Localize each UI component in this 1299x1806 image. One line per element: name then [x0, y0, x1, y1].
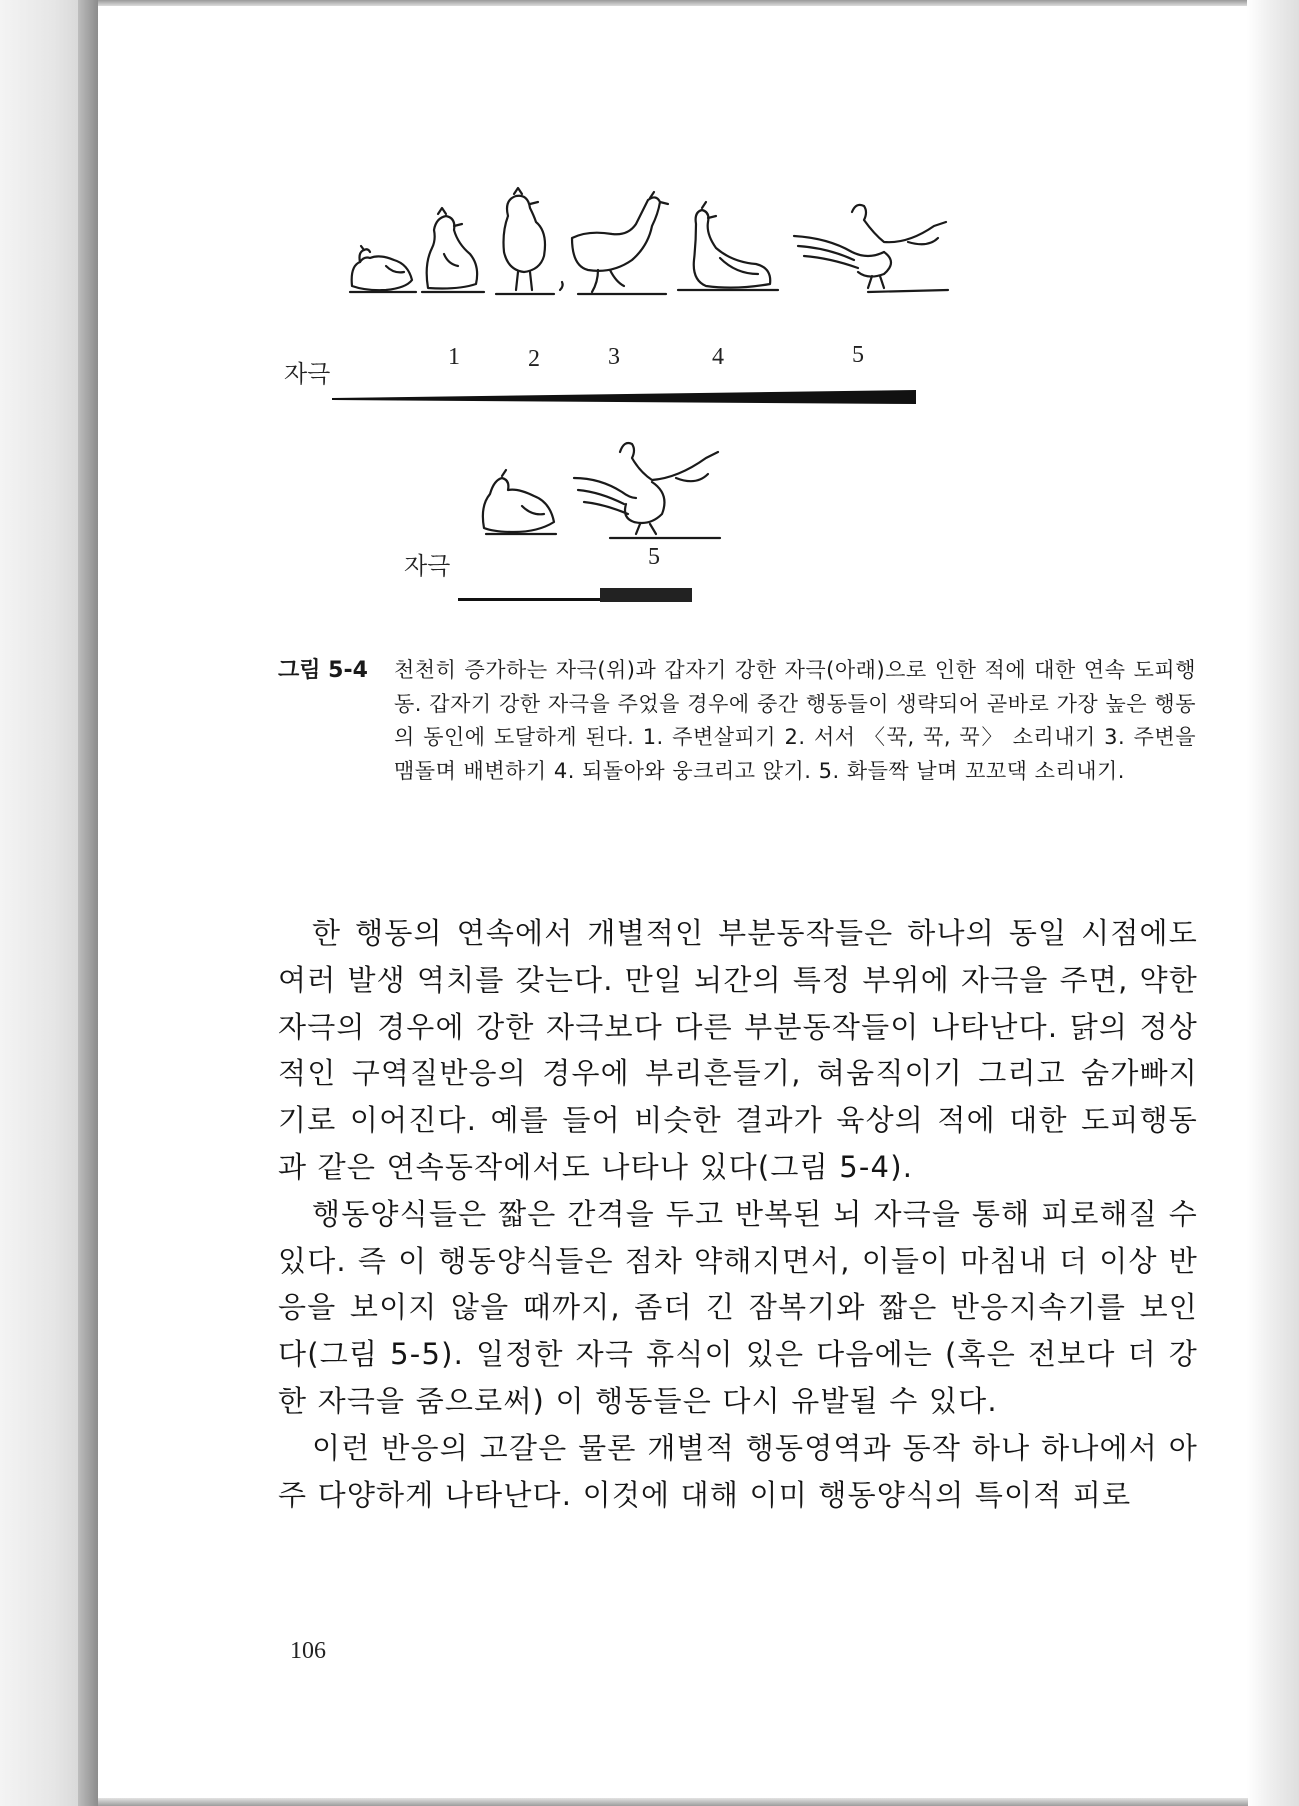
book-bottom-edge [98, 1798, 1248, 1806]
chicken-looking-illustration [418, 204, 488, 296]
chicken-crouching-illustration [676, 204, 780, 298]
paragraph: 이런 반응의 고갈은 물론 개별적 행동영역과 동작 하나 하나에서 아주 다양하게 나타난다. 이것에 대해 이미 행동양식의 특이적 피로 [278, 1430, 1198, 1512]
gradual-stimulus-bar [332, 390, 916, 406]
stage-number-1: 1 [448, 344, 460, 370]
stage-number-3: 3 [608, 344, 620, 370]
stimulus-label-bottom: 자극 [404, 552, 451, 580]
stage-number-5-bottom: 5 [648, 544, 660, 570]
chicken-flapping-illustration-bottom [570, 438, 722, 542]
book-page [98, 6, 1247, 1798]
stage-number-4: 4 [712, 344, 724, 370]
figure-5-4 [98, 6, 1247, 646]
stage-number-5: 5 [852, 342, 864, 368]
sudden-stimulus-bar [600, 588, 692, 602]
stage-number-2: 2 [528, 346, 540, 372]
paragraph: 행동양식들은 짧은 간격을 두고 반복된 뇌 자극을 통해 피로해질 수 있다. 즉 이 행동양식들은 점차 약해지면서, 이들이 마침내 더 이상 반응을 보이지 않을 때까지, 좀더 긴 잠복기와 짧은 반응지속기를 보인다(그림 5-5). 일정한 자극 휴식이 있은 다음에는 (혹은 전보다 더 강한 자극을 줌으로써) 이 행동들은 다시 유발될 수 있다. [278, 1196, 1198, 1418]
page-number: 106 [290, 1638, 326, 1664]
caption-text: 천천히 증가하는 자극(위)과 갑자기 강한 자극(아래)으로 인한 적에 대한 연속 도피행동. 갑자기 강한 자극을 주었을 경우에 중간 행동들이 생략되어 곧바로 가장 높은 행동의 동인에 도달하게 된다. 1. 주변살피기 2. 서서 〈꾹, 꾹, 꾹〉 소리내기 3. 주변을 맴돌며 배변하기 4. 되돌아와 웅크리고 앉기. 5. 화들짝 날며 꼬꼬댁 소리내기. [394, 658, 1196, 783]
chicken-standing-illustration [490, 186, 558, 298]
book-right-edge [1247, 0, 1299, 1806]
stimulus-label-top: 자극 [284, 360, 331, 388]
sudden-stimulus-baseline [458, 598, 600, 601]
chicken-sitting-illustration-bottom [478, 466, 562, 538]
body-text [278, 910, 1198, 1518]
book-left-edge [0, 0, 98, 1806]
paragraph: 한 행동의 연속에서 개별적인 부분동작들은 하나의 동일 시점에도 여러 발생 역치를 갖는다. 만일 뇌간의 특정 부위에 자극을 주면, 약한 자극의 경우에 강한 자극보다 다른 부분동작들이 나타난다. 닭의 정상적인 구역질반응의 경우에 부리흔들기, 혀움직이기 그리고 숨가빠지기로 이어진다. 예를 들어 비슷한 결과가 육상의 적에 대한 도피행동과 같은 연속동작에서도 나타나 있다(그림 5-4). [278, 916, 1198, 1184]
chicken-sitting-illustration [346, 236, 418, 296]
caption-label: 그림 5-4 [278, 658, 368, 683]
chicken-flapping-illustration [788, 202, 950, 298]
chicken-walking-illustration [558, 190, 670, 298]
